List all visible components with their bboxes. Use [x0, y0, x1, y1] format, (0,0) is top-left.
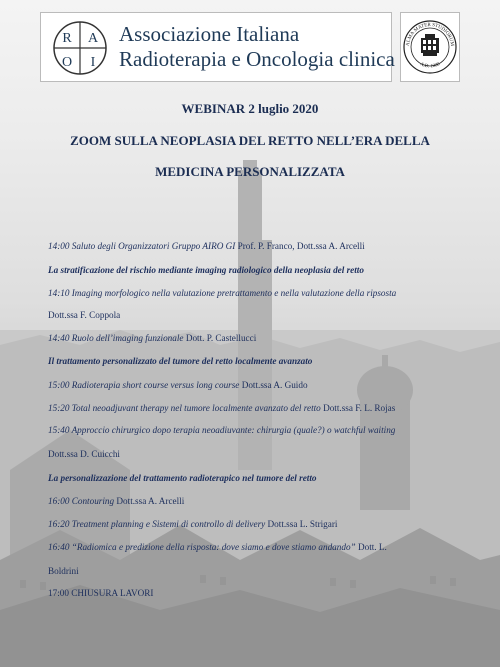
seal-text-top: ALMA MATER STUDIORUM: [405, 22, 455, 47]
program-item-1440-speaker: Dott. P. Castellucci: [183, 333, 257, 343]
program-item-1410-title: 14:10 Imaging morfologico nella valutazione pretrattamento e nella valutazione della ripsosta: [48, 288, 397, 298]
webinar-date-title: WEBINAR 2 luglio 2020: [181, 101, 319, 116]
program-item-1440-title: 14:40 Ruolo dell’imaging funzionale: [48, 333, 184, 343]
program-item-1400-title: 14:00 Saluto degli Organizzatori Gruppo AIRO GI: [48, 241, 236, 251]
airo-emblem-icon: [49, 20, 111, 76]
program-item-1400-speakers: Prof. P. Franco, Dott.ssa A. Arcelli: [235, 241, 365, 251]
program-item-1540-speaker: Dott.ssa D. Cuicchi: [48, 449, 120, 459]
program-item-1500-speaker: Dott.ssa A. Guido: [239, 380, 308, 390]
logo-letter-i: I: [90, 55, 96, 70]
program-item-1640-speaker: Dott. L.: [355, 542, 387, 552]
session-heading-2-text: Il trattamento personalizzato del tumore del retto localmente avanzato: [48, 356, 313, 366]
university-seal-box: [400, 12, 460, 82]
program-item-1700: 17:00 CHIUSURA LAVORI: [48, 588, 154, 598]
webinar-topic-line2: MEDICINA PERSONALIZZATA: [155, 164, 345, 179]
program-item-1410: [48, 287, 468, 299]
logo-letter-o: O: [61, 55, 73, 70]
university-seal-icon: [401, 13, 459, 81]
program-item-1600-title: 16:00 Contouring: [48, 496, 115, 506]
program-item-1520: [48, 402, 468, 414]
header-logos: [40, 12, 460, 82]
program-item-1520-speaker: Dott.ssa F. L. Rojas: [320, 403, 396, 413]
program-item-1620-speaker: Dott.ssa L. Strigari: [265, 519, 338, 529]
program-item-1500: [48, 379, 468, 391]
seal-text-bottom: A.D. 1088: [419, 62, 441, 70]
program-item-1500-title: 15:00 Radioterapia short course versus long course: [48, 380, 240, 390]
session-heading-1-text: La stratificazione del rischio mediante imaging radiologico della neoplasia del retto: [48, 265, 364, 275]
program-item-1640-title: 16:40 “Radiomica e predizione della risposta: dove siamo e dove stiamo andando”: [48, 542, 356, 552]
session-heading-1: [48, 264, 468, 276]
program-item-1400: [48, 240, 468, 252]
program-item-1600-speaker: Dott.ssa A. Arcelli: [114, 496, 185, 506]
association-name-line1: Associazione Italiana: [119, 22, 300, 46]
logo-letter-a: A: [87, 31, 99, 46]
program-item-1640: [48, 541, 468, 553]
association-name-line2: Radioterapia e Oncologia clinica: [119, 47, 395, 71]
program-item-1620: [48, 518, 468, 530]
program-item-1440: [48, 332, 468, 344]
program-item-1620-title: 16:20 Treatment planning e Sistemi di controllo di delivery: [48, 519, 266, 529]
webinar-topic-line1: ZOOM SULLA NEOPLASIA DEL RETTO NELL’ERA DELLA: [70, 133, 430, 148]
airo-logo-box: [40, 12, 395, 82]
session-heading-3-text: La personalizzazione del trattamento radioterapico nel tumore del retto: [48, 473, 317, 483]
program-item-1410-speaker: Dott.ssa F. Coppola: [48, 310, 121, 320]
program-item-1540-title: 15:40 Approccio chirurgico dopo terapia neoadiuvante: chirurgia (quale?) o watchful waiting: [48, 425, 396, 435]
program-item-1540: [48, 424, 468, 436]
program-item-1640-speaker-cont: Boldrini: [48, 566, 79, 576]
association-name: [119, 22, 395, 72]
program-item-1600: [48, 495, 468, 507]
logo-letter-r: R: [62, 31, 72, 46]
session-heading-2: [48, 355, 468, 367]
session-heading-3: [48, 472, 468, 484]
program-item-1520-title: 15:20 Total neoadjuvant therapy nel tumore localmente avanzato del retto: [48, 403, 321, 413]
